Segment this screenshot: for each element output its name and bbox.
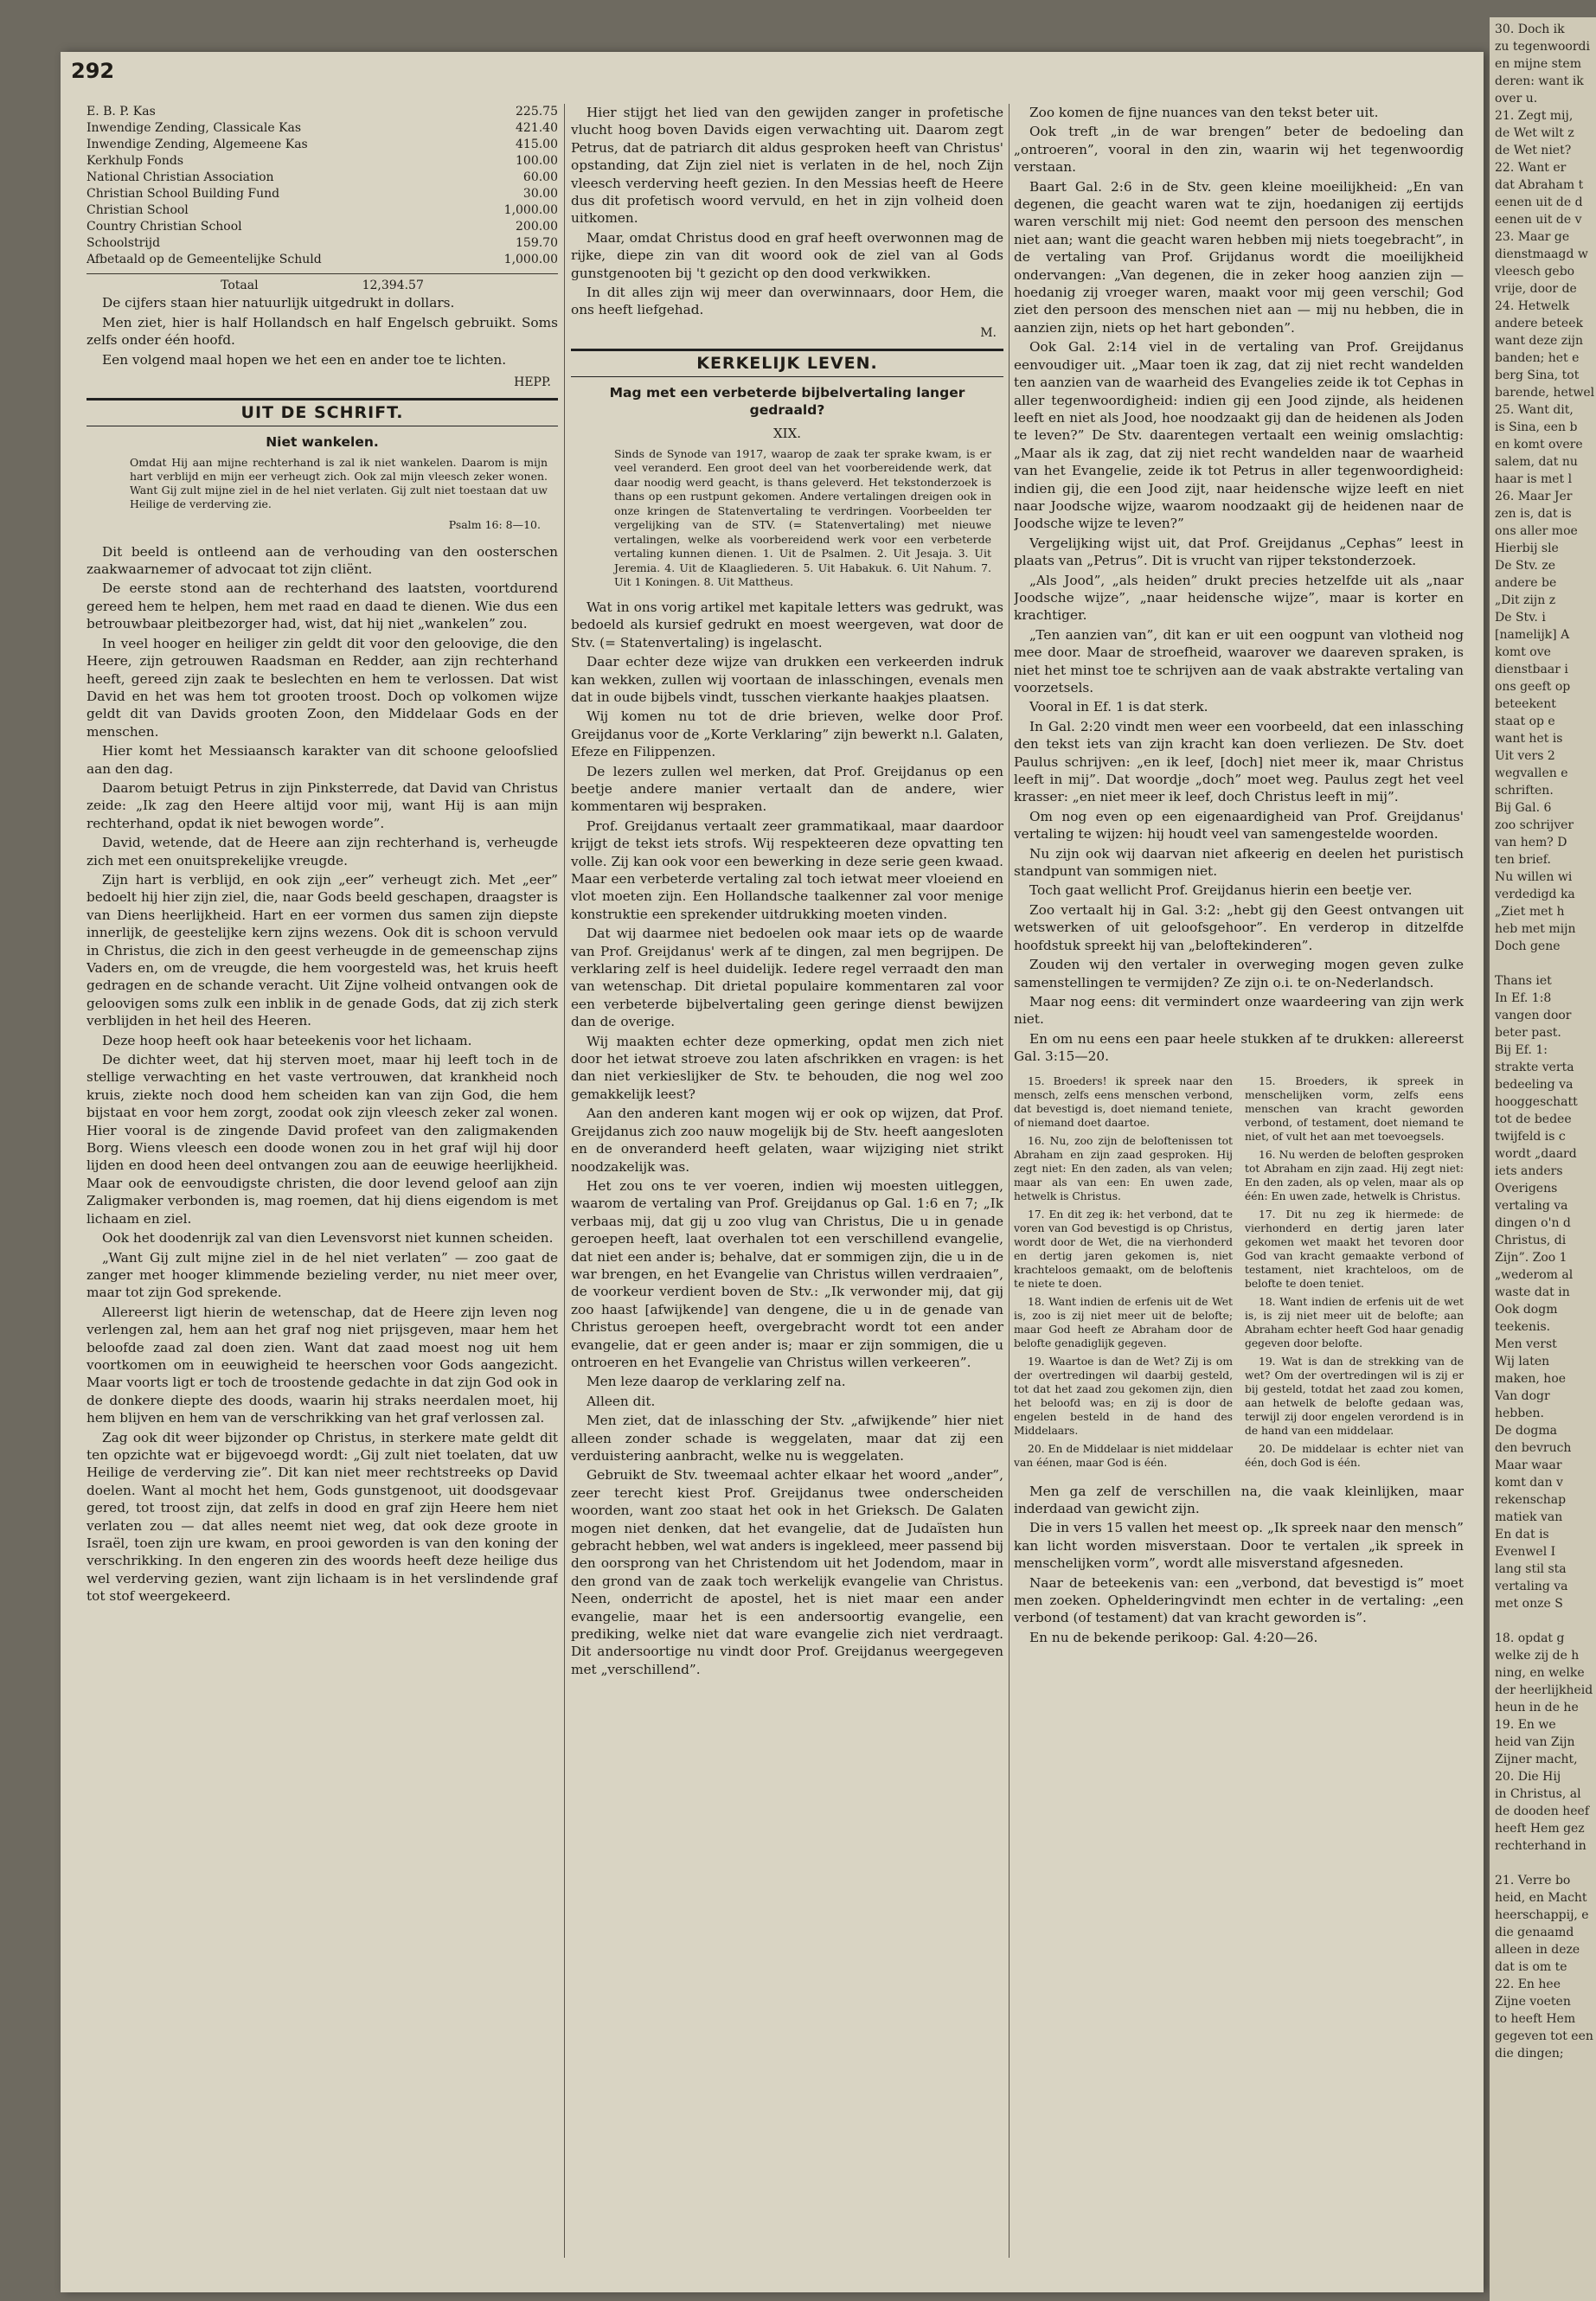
- next-page-line: dat Abraham t: [1495, 178, 1584, 192]
- next-page-line: zu tegenwoordi: [1495, 40, 1590, 54]
- paragraph: Ook Gal. 2:14 viel in de vertaling van Prof. Greijdanus eenvoudiger uit. „Maar toen ik zag, dat zij niet recht wandelden ten aanzien van de waarheid des Evangelies zeide ik tot Cephas in aller tegenwoordigheid: indien gij een Jood zijnde, als heidenen leeft en niet als Jood, hoe noodzaakt gij dan de heidenen als Joden te leven?” De Stv. daarentegen vertaalt een weinig omslachtig: „Maar als ik zag, dat zij niet recht wandelden naar de waarheid van het Evangelie, zeide ik tot Petrus in aller tegenwoordigheid: indien gij, die een Jood zijt, naar heidensche wijze leeft en niet naar Joodsche wijze, waarom noodzaakt gij de heidenen naar de Joodsche wijze te leven?”: [1014, 339, 1464, 532]
- comparison-greijdanus: [1245, 1074, 1464, 1474]
- next-page-line: andere be: [1495, 576, 1557, 590]
- next-page-line: Zijne voeten: [1495, 1995, 1571, 2009]
- next-page-line: van hem? D: [1495, 836, 1567, 849]
- paragraph: Men ziet, dat de inlassching der Stv. „afwijkende” hier niet alleen zonder schade is weggelaten, maar dat zij een verduistering aanbracht, welke nu is weggelaten.: [571, 1413, 1003, 1464]
- translation-comparison: [1014, 1074, 1464, 1474]
- next-page-line: teekenis.: [1495, 1320, 1551, 1334]
- next-page-line: den bevruch: [1495, 1441, 1572, 1455]
- fund-total-amount: 12,394.57: [362, 279, 424, 292]
- next-page-line: ons geeft op: [1495, 680, 1571, 694]
- paragraph: Aan den anderen kant mogen wij er ook op wijzen, dat Prof. Greijdanus zich zoo nauw mogelijk bij de Stv. heeft aangesloten en de onveranderd heeft gelaten, waar wijziging niet strikt noodzakelijk was.: [571, 1106, 1003, 1175]
- paragraph: Allereerst ligt hierin de wetenschap, dat de Heere zijn leven nog verlengen zal, hem aan het graf nog niet prijsgeven, maar hem het beloofde zaad zal doen zien. Want dat zaad moest nog uit hem voortkomen om in eeuwigheid te heerschen voor Gods aangezicht. Maar voorts ligt er toch de troostende gedachte in dat zijn God ook in de donkere diepte des doods, waarin hij straks neerdalen moet, hij hem blijven en hem van de verschrikking van het graf verlossen zal.: [87, 1304, 558, 1426]
- paragraph: Baart Gal. 2:6 in de Stv. geen kleine moeilijkheid: „En van degenen, die geacht waren wat te zijn, hoedanigen zij eertijds waren verschilt mij niet: God neemt den persoon des menschen niet aan; want die geacht waren hebben mij niets toegebracht”, in de vertaling van Prof. Grijdanus wordt die moeilijkheid ondervangen: „Van degenen, die in zeker hoog aanzien zijn — hoedanig zij vroeger waren, maakt voor mij geen verschil; God ziet den persoon des menschen niet aan — mij nu hebben, die in aanzien zijn, niets op het hart gebonden”.: [1014, 178, 1464, 336]
- next-page-line: 22. Want er: [1495, 161, 1567, 175]
- paragraph: Nu zijn ook wij daarvan niet afkeerig en deelen het puristisch standpunt van sommigen niet.: [1014, 845, 1464, 880]
- fund-amount: 1,000.00: [503, 203, 558, 217]
- next-page-line: [1495, 955, 1593, 972]
- next-page-line: vertaling va: [1495, 1580, 1568, 1593]
- next-page-line: Wij laten: [1495, 1355, 1550, 1368]
- next-page-line: barende, hetwel: [1495, 386, 1595, 400]
- next-page-line: rechterhand in: [1495, 1839, 1586, 1853]
- next-page-line: 21. Zegt mij,: [1495, 109, 1574, 123]
- next-page-line: der heerlijkheid: [1495, 1683, 1593, 1697]
- next-page-line: dingen o'n d: [1495, 1216, 1571, 1230]
- next-page-line: hooggeschatt: [1495, 1095, 1578, 1109]
- next-page-line: beteekent: [1495, 697, 1556, 711]
- paragraph: Vergelijking wijst uit, dat Prof. Greijdanus „Cephas” leest in plaats van „Petrus”. Dit is vrucht van rijper tekstonderzoek.: [1014, 535, 1464, 569]
- fund-label: Inwendige Zending, Algemeene Kas: [87, 138, 308, 151]
- verse-greijdanus: 18. Want indien de erfenis uit de wet is, is zij niet meer uit de belofte; aan Abraham echter heeft God haar genadig gegeven door belofte.: [1245, 1295, 1464, 1349]
- paragraph: Zag ook dit weer bijzonder op Christus, in sterkere mate geldt dit ten opzichte wat er bijgevoegd wordt: „Gij zult niet toelaten, dat uw Heilige de verderving zie”. Dit kan niet meer rechtstreeks op David doelen. Want al mocht het hem, Gods gunstgenoot, uit doodsgevaar gered, tot troost zijn, dat zelfs in dood en graf zijn Heere hem niet verlaten zou — dat alles neemt niet weg, dat ook deze groote in Israël, toen zijn ure kwam, en prooi geworden is van den koning der verschrikking. In den engeren zin des woords heeft deze heilige dus wel verderving gezien, want zijn lichaam is in het verslindende graf tot stof weergekeerd.: [87, 1429, 558, 1605]
- verse-statenvertaling: 18. Want indien de erfenis uit de Wet is, zoo is zij niet meer uit de belofte; maar God heeft ze Abraham door de belofte genadiglijk gegeven.: [1014, 1295, 1233, 1349]
- fund-row: [87, 104, 558, 120]
- paragraph: Alleen dit.: [586, 1393, 656, 1409]
- next-page-line: Thans iet: [1495, 974, 1552, 988]
- next-page-line: Van dogr: [1495, 1389, 1550, 1403]
- next-page-line: alleen in deze: [1495, 1943, 1580, 1957]
- paragraph: „Als Jood”, „als heiden” drukt precies hetzelfde uit als „naar Joodsche wijze”, „naar heidensche wijze”, maar is korter en krachtiger.: [1014, 572, 1464, 624]
- next-page-line: Bij Gal. 6: [1495, 801, 1552, 815]
- fund-row: [87, 202, 558, 219]
- paragraph: Vooral in Ef. 1 is dat sterk.: [1029, 699, 1208, 715]
- next-page-line: 23. Maar ge: [1495, 230, 1570, 244]
- next-page-line: Evenwel I: [1495, 1545, 1556, 1559]
- next-page-line: schriften.: [1495, 784, 1554, 798]
- fund-amount: 159.70: [516, 236, 558, 250]
- paragraph: Zoo komen de fijne nuances van den tekst beter uit.: [1029, 105, 1379, 120]
- next-page-line: 22. En hee: [1495, 1977, 1561, 1991]
- paragraph: Wij maakten echter deze opmerking, opdat men zich niet door het ietwat stroeve zou laten afschrikken en vragen: is het dan niet verkieslijker de Stv. te behouden, die nog wel zoo gemakkelijk leest?: [571, 1033, 1003, 1102]
- paragraph: Men ziet, hier is half Hollandsch en half Engelsch gebruikt. Soms zelfs onder één hoofd.: [87, 314, 558, 349]
- fund-amount: 421.40: [516, 121, 558, 135]
- article-summary-note: Sinds de Synode van 1917, waarop de zaak ter sprake kwam, is er veel veranderd. Een groot deel van het voorbereidende werk, dat daar noodig werd geacht, is thans geleverd. Het tekstonderzoek is thans op een rustpunt gekomen. Andere vertalingen dreigen ook in onze kringen de Statenvertaling te verdringen. Voorbeelden ter vergelijking van de STV. (= Statenvertaling) met nieuwe vertalingen, welke als voorbereidend werk voor een verbeterde vertaling kunnen dienen. 1. Uit de Psalmen. 2. Uit Jesaja. 3. Uit Jeremia. 4. Uit de Klaagliederen. 5. Uit Habakuk. 6. Uit Nahum. 7. Uit 1 Koningen. 8. Uit Mattheus.: [614, 446, 991, 589]
- next-page-line: De Stv. ze: [1495, 559, 1555, 573]
- paragraph: Zouden wij den vertaler in overweging mogen geven zulke samenstellingen te vermijden? Ze zijn o.i. te on-Nederlandsch.: [1014, 957, 1464, 990]
- next-page-line: die genaamd: [1495, 1926, 1574, 1939]
- paragraph: De lezers zullen wel merken, dat Prof. Greijdanus op een beetje andere manier vertaalt dan de andere, wier kommentaren wij bespraken.: [571, 763, 1003, 815]
- paragraph: Men leze daarop de verklaring zelf na.: [586, 1374, 846, 1390]
- next-page-line: banden; het e: [1495, 351, 1580, 365]
- next-page-line: 21. Verre bo: [1495, 1874, 1571, 1888]
- column-left: [87, 104, 558, 2266]
- next-page-line: Zijner macht,: [1495, 1753, 1578, 1766]
- comparison-statenvertaling: [1014, 1074, 1233, 1474]
- next-page-line: In Ef. 1:8: [1495, 991, 1552, 1005]
- fund-label: E. B. P. Kas: [87, 105, 156, 119]
- next-page-line: Ook dogm: [1495, 1303, 1558, 1317]
- paragraph: Toch gaat wellicht Prof. Greijdanus hierin een beetje ver.: [1029, 882, 1413, 899]
- next-page-line: andere beteek: [1495, 317, 1583, 330]
- paragraph: Ook treft „in de war brengen” beter de bedoeling dan „ontroeren”, vooral in den zin, waarin wij het tegenwoordig verstaan.: [1014, 124, 1464, 176]
- next-page-line: in Christus, al: [1495, 1787, 1581, 1801]
- next-page-line: welke zij de h: [1495, 1649, 1580, 1663]
- paragraph: Zoo vertaalt hij in Gal. 3:2: „hebt gij den Geest ontvangen uit wetswerken of uit geloofsgehoor”. En verderop in ditzelfde hoofdstuk spreekt hij van „beloftekinderen”.: [1014, 901, 1464, 953]
- next-page-line: rekenschap: [1495, 1493, 1567, 1507]
- next-page-line: matiek van: [1495, 1510, 1563, 1524]
- intro-paragraphs: [87, 294, 558, 369]
- fund-total-label: Totaal: [221, 279, 259, 292]
- next-page-line: is Sina, een b: [1495, 420, 1578, 434]
- paragraph: In dit alles zijn wij meer dan overwinnaars, door Hem, die ons heeft liefgehad.: [571, 285, 1003, 318]
- paragraph: In Gal. 2:20 vindt men weer een voorbeeld, dat een inlassching den tekst iets van zijn kracht kan doen verliezen. De Stv. doet Paulus schrijven: „en ik leef, [doch] niet meer ik, maar Christus leeft in mij”. Dat woordje „doch” moet weg. Paulus zegt het veel krasser: „en niet meer ik leef, doch Christus leeft in mij”.: [1014, 718, 1464, 805]
- next-page-line: 20. Die Hij: [1495, 1770, 1561, 1784]
- next-page-line: met onze S: [1495, 1597, 1563, 1611]
- paragraph: De eerste stond aan de rechterhand des laatsten, voortdurend gereed hem te helpen, hem met raad en daad te dienen. Wie dus een betrouwbaar pleitbezorger had, wist, dat hij niet „wankelen” zou.: [87, 580, 558, 632]
- next-page-line: strakte verta: [1495, 1061, 1574, 1074]
- paragraph: Daarom betuigt Petrus in zijn Pinksterrede, dat David van Christus zeide: „Ik zag den Heere altijd voor mij, want Hij is aan mijn rechterhand, opdat ik niet bewogen worde”.: [87, 779, 558, 831]
- signature-hepp: HEPP.: [514, 375, 551, 390]
- next-page-line: verdedigd ka: [1495, 888, 1575, 901]
- next-page-line: vleesch gebo: [1495, 265, 1575, 279]
- next-page-line: De dogma: [1495, 1424, 1557, 1438]
- next-page-line: [1495, 1855, 1593, 1872]
- next-page-line: heid van Zijn: [1495, 1735, 1575, 1749]
- fund-label: Kerkhulp Fonds: [87, 154, 184, 168]
- next-page-line: want het is: [1495, 732, 1563, 746]
- next-page-line: over u.: [1495, 92, 1538, 106]
- fund-amount: 30.00: [522, 187, 558, 201]
- paragraph: Een volgend maal hopen we het een en ander toe te lichten.: [102, 351, 507, 368]
- next-page-line: Doch gene: [1495, 939, 1561, 953]
- verse-statenvertaling: 17. En dit zeg ik: het verbond, dat te voren van God bevestigd is op Christus, wordt door de Wet, die na vierhonderd en dertig jaren gekomen is, niet krachteloos gemaakt, om de beloftenis te niete te doen.: [1014, 1208, 1233, 1290]
- next-page-line: dienstbaar i: [1495, 663, 1568, 676]
- fund-amount: 1,000.00: [503, 253, 558, 266]
- column-middle: [571, 104, 1003, 2266]
- next-page-line: staat op e: [1495, 715, 1555, 728]
- paragraph: En nu de bekende perikoop: Gal. 4:20—26.: [1029, 1629, 1318, 1645]
- fund-row: [87, 137, 558, 153]
- paragraph: Wij komen nu tot de drie brieven, welke door Prof. Greijdanus voor de „Korte Verklaring” zijn bewerkt n.l. Galaten, Efeze en Filippenzen.: [571, 708, 1003, 760]
- fund-row: [87, 153, 558, 170]
- paragraph: „Ten aanzien van”, dit kan er uit een oogpunt van vlotheid nog mee door. Maar de stroefheid, waarover we daareven spraken, is niet het minst toe te schrijven aan de vaak abstrakte vertaling van voorzetsels.: [1014, 626, 1464, 695]
- column-divider: [1009, 104, 1010, 2258]
- paragraph: Dat wij daarmee niet bedoelen ook maar iets op de waarde van Prof. Greijdanus' werk af te dingen, zal men begrijpen. De verklaring zelf is heel duidelijk. Iedere regel verraadt den man van wetenschap. Dit drietal populaire kommentaren zal voor een verbeterde bijbelvertaling geen geringe dienst bewijzen dan de overige.: [571, 926, 1003, 1030]
- next-page-line: zoo schrijver: [1495, 818, 1574, 832]
- article-title-bijbelvertaling: Mag met een verbeterde bijbelvertaling langer gedraald?: [609, 384, 965, 419]
- next-page-line: maken, hoe: [1495, 1372, 1567, 1386]
- fund-label: National Christian Association: [87, 170, 274, 184]
- fund-row: [87, 219, 558, 235]
- fund-row: [87, 252, 558, 268]
- article-body: [87, 543, 558, 1606]
- next-page-line: zen is, dat is: [1495, 507, 1572, 521]
- next-page-line: haar is met l: [1495, 472, 1573, 486]
- verse-greijdanus: 17. Dit nu zeg ik hiermede: de vierhonderd en dertig jaren later gekomen wet maakt het tevoren door God van kracht gemaakte verbond of testament, niet krachteloos, om de belofte te doen teniet.: [1245, 1208, 1464, 1290]
- article-body: [571, 599, 1003, 1678]
- fund-amount: 415.00: [516, 138, 558, 151]
- verse-greijdanus: 20. De middelaar is echter niet van één, doch God is één.: [1245, 1442, 1464, 1469]
- section-title-kerkelijk-leven: KERKELIJK LEVEN.: [571, 349, 1003, 376]
- verse-greijdanus: 16. Nu werden de beloften gesproken tot Abraham en zijn zaad. Hij zegt niet: En den zaden, als op velen, maar als op één: En uwen zade, hetwelk is Christus.: [1245, 1148, 1464, 1202]
- next-page-line: Maar waar: [1495, 1458, 1562, 1472]
- article-continuation: [571, 104, 1003, 319]
- paragraph: Dit beeld is ontleend aan de verhouding van den oosterschen zaakwaarnemer of advocaat tot zijn cliënt.: [87, 543, 558, 578]
- next-page-line: gegeven tot een: [1495, 2029, 1593, 2043]
- motto-source: Psalm 16: 8—10.: [448, 518, 541, 532]
- next-page-line: 19. En we: [1495, 1718, 1556, 1732]
- fund-label: Country Christian School: [87, 220, 242, 234]
- next-page-line: Uit vers 2: [1495, 749, 1555, 763]
- next-page-line: heun in de he: [1495, 1701, 1579, 1715]
- paragraph: Daar echter deze wijze van drukken een verkeerden indruk kan wekken, zullen wij voortaan de inlasschingen, evenals men dat in oude bijbels vindt, tusschen vierkante haakjes plaatsen.: [571, 654, 1003, 705]
- verse-statenvertaling: 20. En de Middelaar is niet middelaar van éénen, maar God is één.: [1014, 1442, 1233, 1469]
- next-page-line: 18. opdat g: [1495, 1631, 1565, 1645]
- article-part-number: XIX.: [772, 425, 802, 441]
- fund-amount: 200.00: [516, 220, 558, 234]
- next-page-line: 26. Maar Jer: [1495, 490, 1573, 503]
- paragraph: Om nog even op een eigenaardigheid van Prof. Greijdanus' vertaling te wijzen: hij houdt veel van samengestelde woorden.: [1014, 808, 1464, 843]
- next-page-line: ten brief.: [1495, 853, 1551, 867]
- verse-statenvertaling: 19. Waartoe is dan de Wet? Zij is om der overtredingen wil daarbij gesteld, tot dat het zaad zou gekomen zijn, dien het beloofd was; en zij is door de engelen besteld in de hand des Middelaars.: [1014, 1355, 1233, 1437]
- next-page-line: hebben.: [1495, 1407, 1544, 1420]
- verse-statenvertaling: 16. Nu, zoo zijn de beloftenissen tot Abraham en zijn zaad gesproken. Hij zegt niet: En den zaden, als van velen; maar als van een: En uwen zade, hetwelk is Christus.: [1014, 1134, 1233, 1202]
- paragraph: Wat in ons vorig artikel met kapitale letters was gedrukt, was bedoeld als kursief gedrukt en moest weergeven, wat door de Stv. (= Statenvertaling) is ingelascht.: [571, 599, 1003, 651]
- next-page-line: wordt „daard: [1495, 1147, 1577, 1161]
- next-page-line: vangen door: [1495, 1009, 1572, 1022]
- paragraph: Gebruikt de Stv. tweemaal achter elkaar het woord „ander”, zeer terecht kiest Prof. Greijdanus twee onderscheiden woorden, want zoo staat het ook in het Grieksch. De Galaten mogen niet denken, dat het evangelie, dat de Judaïsten hun gebracht hebben, wel wat anders is ingekleed, meer passend bij den oorsprong van het Christendom uit het Jodendom, maar in den grond van de zaak toch werkelijk evangelie van Christus. Neen, onderricht de apostel, het is niet maar een ander evangelie, maar het is een andersoortig evangelie, een prediking, welke niet dat ware evangelie zich niet verdraagt. Dit andersoortige nu vindt door Prof. Greijdanus weergegeven met „verschillend”.: [571, 1467, 1003, 1677]
- next-page-line: en mijne stem: [1495, 57, 1581, 71]
- next-page-line: „wederom al: [1495, 1268, 1574, 1282]
- fund-row: [87, 186, 558, 202]
- next-page-line: 25. Want dit,: [1495, 403, 1574, 417]
- paragraph: Zijn hart is verblijd, en ook zijn „eer” verheugt zich. Met „eer” bedoelt hij hier zijn ziel, die, naar Gods beeld geschapen, draagster is van Diens heerlijkheid. Hart en eer vormen dus samen zijn diepste innerlijk, de geestelijke kern zijns wezens. Ook dit is schoon vervuld in Christus, die zich in den geest verheugde in de gemeenschap zijns Vaders en, om de vreugde, die hem voorgesteld was, het kruis heeft gedragen en de schande veracht. Uit Zijne volheid ontvangen ook de geloovigen soms zulk een inblik in de genade Gods, dat zij zich sterk verblijden in het heil des Heeren.: [87, 871, 558, 1029]
- next-page-line: komt ove: [1495, 645, 1551, 659]
- next-page-line: En dat is: [1495, 1528, 1549, 1541]
- next-page-line: Christus, di: [1495, 1234, 1567, 1247]
- paragraph: Ook het doodenrijk zal van dien Levensvorst niet kunnen scheiden.: [102, 1230, 554, 1247]
- next-page-line: heb met mijn: [1495, 922, 1576, 936]
- paragraph: Hier komt het Messiaansch karakter van dit schoone geloofslied aan den dag.: [87, 743, 558, 777]
- next-page-line: waste dat in: [1495, 1285, 1570, 1299]
- next-page-line: [1495, 1612, 1593, 1630]
- next-page-line: lang stil sta: [1495, 1562, 1567, 1576]
- paragraph: Men ga zelf de verschillen na, die vaak kleinlijken, maar inderdaad van gewicht zijn.: [1014, 1483, 1464, 1516]
- paragraph: De dichter weet, dat hij sterven moet, maar hij leeft toch in de stellige verwachting en het vaste vertrouwen, dat krankheid noch kruis, ziekte noch dood hem scheiden kan van zijn God, die hem bijstaat en voor hem zorgt, zoodat ook zijn vleesch zeker zal wonen. Hier vooral is de zingende David profeet van den zaligmakenden Borg. Wiens vleesch een doode wonen zou in het graf wijl hij door lijden en dood heen deel ontvangen zou aan de eeuwige heerlijkheid. Maar ook de eenvoudigste christen, die door levend geloof aan zijn Zaligmaker verbonden is, mag roemen, dat hij diens eigendom is met lichaam en ziel.: [87, 1052, 558, 1227]
- paragraph: David, wetende, dat de Heere aan zijn rechterhand is, verheugde zich met een onuitsprekelijke vreugde.: [87, 835, 558, 868]
- paragraph: Maar, omdat Christus dood en graf heeft overwonnen mag de rijke, diepe zin van dit woord ook de ziel van al Gods gunstgenooten bij 't gezicht op den dood verkwikken.: [571, 229, 1003, 281]
- verse-statenvertaling: 15. Broeders! ik spreek naar den mensch, zelfs eens menschen verbond, dat bevestigd is, doet niemand teniete, of niemand doet daartoe.: [1014, 1074, 1233, 1129]
- next-page-line: vertaling va: [1495, 1199, 1568, 1213]
- next-page-line: twijfeld is c: [1495, 1130, 1566, 1144]
- next-page-line: dienstmaagd w: [1495, 247, 1588, 261]
- fund-label: Christian School: [87, 203, 189, 217]
- fund-table: [87, 104, 558, 268]
- next-page-line: en komt overe: [1495, 438, 1583, 452]
- next-page-line: beter past.: [1495, 1026, 1561, 1040]
- fund-amount: 225.75: [516, 105, 558, 119]
- next-page-line: de Wet niet?: [1495, 144, 1572, 157]
- next-page-line: Men verst: [1495, 1337, 1557, 1351]
- verse-greijdanus: 15. Broeders, ik spreek in menschelijken vorm, zelfs eens menschen van kracht geworden verbond, of testament, doet niemand te niet, of vult het aan met toevoegsels.: [1245, 1074, 1464, 1143]
- next-page-line: Nu willen wi: [1495, 870, 1573, 884]
- motto-quote: Omdat Hij aan mijne rechterhand is zal ik niet wankelen. Daarom is mijn hart verblijd en mijn eer verheugt zich. Ook zal mijn vleesch zeker wonen. Want Gij zult mijne ziel in de hel niet verlaten. Gij zult niet toestaan dat uw Heilige de verderving zie.: [130, 456, 548, 511]
- next-page-line: „Ziet met h: [1495, 905, 1565, 919]
- next-page-line: tot de bedee: [1495, 1112, 1572, 1126]
- column-right: [1014, 104, 1464, 2266]
- next-page-line: Hierbij sle: [1495, 542, 1559, 555]
- next-page-text: [1490, 17, 1596, 2062]
- next-page-line: eenen uit de v: [1495, 213, 1582, 227]
- next-page-line: [namelijk] A: [1495, 628, 1570, 642]
- next-page-line: eenen uit de d: [1495, 195, 1583, 209]
- fund-label: Christian School Building Fund: [87, 187, 280, 201]
- paragraph: In veel hooger en heiliger zin geldt dit voor den geloovige, die den Heere, zijn getrouwen Raadsman en Redder, aan zijn rechterhand heeft, gereed zijn zaak te beslechten en hem te verlossen. Dat wist David en het was hem tot grooten troost. Doch op volkomen wijze geldt dit van Davids grooten Zoon, den Middelaar Gods en der menschen.: [87, 635, 558, 740]
- next-page-line: de dooden heef: [1495, 1804, 1589, 1818]
- fund-total-row: [87, 273, 558, 294]
- fund-label: Schoolstrijd: [87, 236, 161, 250]
- next-page-line: heerschappij, e: [1495, 1908, 1589, 1922]
- next-page-line: want deze zijn: [1495, 334, 1583, 348]
- paragraph: Maar nog eens: dit vermindert onze waardeering van zijn werk niet.: [1014, 993, 1464, 1028]
- next-page-line: komt dan v: [1495, 1476, 1563, 1490]
- paragraph: Naar de beteekenis van: een „verbond, dat bevestigd is” moet men zoeken. Ophelderingvindt men echter in de vertaling: „een verbond (of testament) dat van kracht geworden is”.: [1014, 1574, 1464, 1626]
- next-page-line: berg Sina, tot: [1495, 369, 1580, 382]
- paragraph: Het zou ons te ver voeren, indien wij moesten uitleggen, waarom de vertaling van Prof. Greijdanus op Gal. 1:6 en 7; „Ik verbaas mij, dat gij u zoo vlug van Christus, Die u in genade geroepen heeft, laat overhalen tot een verschillend evangelie, dat niet een ander is; behalve, dat er sommigen zijn, die u in de war brengen, en het Evangelie van Christus willen verdraaien”, de voorkeur verdient boven de Stv.: „Ik verwonder mij, dat gij zoo haast [afwijkende] van dengene, die u in de genade van Christus geroepen heeft, overgebracht wordt tot een ander evangelie, dat er geen ander is; maar er zijn sommigen, die u ontroeren en het Evangelie van Christus willen verkeeren”.: [571, 1177, 1003, 1370]
- next-page-line: vrije, door de: [1495, 282, 1577, 296]
- signature-m: M.: [980, 325, 997, 340]
- fund-row: [87, 170, 558, 186]
- next-page-line: heeft Hem gez: [1495, 1822, 1585, 1836]
- next-page-line: die dingen;: [1495, 2047, 1564, 2061]
- paragraph: Prof. Greijdanus vertaalt zeer grammatikaal, maar daardoor krijgt de tekst iets strofs. Wij respekteeren deze opvatting ten volle. Zij kan ook voor een bewerking in deze serie geen kwaad. Maar een verbeterde vertaling zal toch ietwat meer vloeiend en vlot moeten zijn. Een Hollandsche taalkenner zal voor menige konstruktie een sprekender uitdrukking moeten vinden.: [571, 817, 1003, 922]
- paragraph: En om nu eens een paar heele stukken af te drukken: allereerst Gal. 3:15—20.: [1014, 1030, 1464, 1065]
- next-page-line: wegvallen e: [1495, 766, 1568, 780]
- next-page-line: 24. Hetwelk: [1495, 299, 1570, 313]
- paragraph: De cijfers staan hier natuurlijk uitgedrukt in dollars.: [102, 295, 455, 311]
- next-page-line: bedeeling va: [1495, 1078, 1574, 1092]
- article-title-niet-wankelen: Niet wankelen.: [266, 433, 379, 450]
- next-page-line: „Dit zijn z: [1495, 593, 1556, 607]
- fund-label: Inwendige Zending, Classicale Kas: [87, 121, 302, 135]
- paragraph: Deze hoop heeft ook haar beteekenis voor het lichaam.: [102, 1032, 472, 1048]
- paragraph: „Want Gij zult mijne ziel in de hel niet verlaten” — zoo gaat de zanger met hooger klimmende bezieling verder, nu niet meer over, maar tot zijn God sprekende.: [87, 1249, 558, 1301]
- page-number: 292: [71, 59, 115, 83]
- next-page-line: Zijn”. Zoo 1: [1495, 1251, 1567, 1265]
- verse-greijdanus: 19. Wat is dan de strekking van de wet? Om der overtredingen wil is zij er bij gesteld, totdat het zaad zou komen, aan hetwelk de belofte gedaan was, terwijl zij door engelen verordend is in de hand van een middelaar.: [1245, 1355, 1464, 1437]
- next-page-line: De Stv. i: [1495, 611, 1546, 625]
- next-page-edge: [1490, 17, 1596, 2301]
- fund-amount: 100.00: [516, 154, 558, 168]
- next-page-line: salem, dat nu: [1495, 455, 1578, 469]
- article-continuation: [1014, 104, 1464, 1066]
- next-page-line: ons aller moe: [1495, 524, 1578, 538]
- paragraph: Hier stijgt het lied van den gewijden zanger in profetische vlucht hoog boven Davids eigen verwachting uit. Daarom zegt Petrus, dat de patriarch dit aldus gesproken heeft van Christus' opstanding, dat Zijn ziel niet is verlaten in de hel, noch Zijn vleesch verderving heeft gezien. In den Messias heeft de Heere dus dit profetisch woord vervuld, en het in zijn volheid doen uitkomen.: [571, 105, 1003, 227]
- fund-label: Afbetaald op de Gemeentelijke Schuld: [87, 253, 322, 266]
- paragraph: Die in vers 15 vallen het meest op. „Ik spreek naar den mensch” kan licht worden misverstaan. Door te vertalen „ik spreek in menschelijken vorm”, wordt alle misverstand afgesneden.: [1014, 1520, 1464, 1572]
- next-page-line: deren: want ik: [1495, 74, 1584, 88]
- fund-row: [87, 235, 558, 252]
- fund-row: [87, 120, 558, 137]
- next-page-line: ning, en welke: [1495, 1666, 1585, 1680]
- next-page-line: 30. Doch ik: [1495, 22, 1565, 36]
- next-page-line: heid, en Macht: [1495, 1891, 1587, 1905]
- column-divider: [564, 104, 565, 2258]
- next-page-line: de Wet wilt z: [1495, 126, 1574, 140]
- next-page-line: Bij Ef. 1:: [1495, 1043, 1548, 1057]
- fund-amount: 60.00: [522, 170, 558, 184]
- next-page-line: iets anders: [1495, 1164, 1563, 1178]
- section-title-uit-de-schrift: UIT DE SCHRIFT.: [87, 398, 558, 426]
- article-body-bottom: [1014, 1483, 1464, 1647]
- next-page-line: to heeft Hem: [1495, 2012, 1576, 2026]
- next-page-line: dat is om te: [1495, 1960, 1567, 1974]
- next-page-line: Overigens: [1495, 1182, 1558, 1195]
